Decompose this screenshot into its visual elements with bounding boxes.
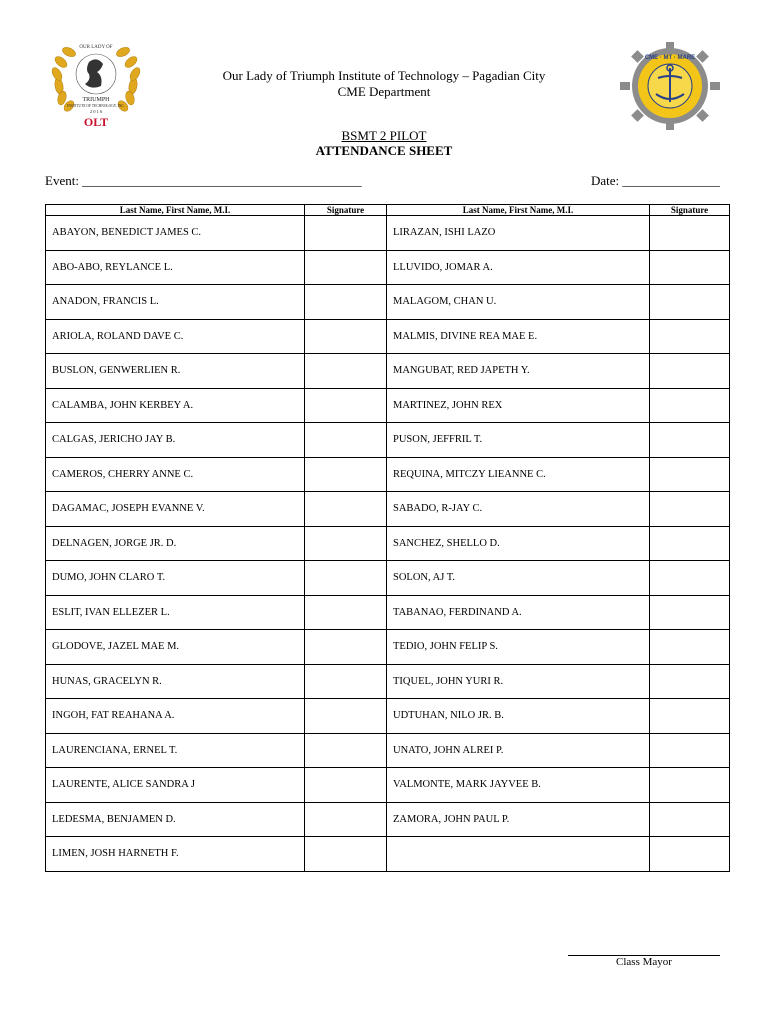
student-name-left: BUSLON, GENWERLIEN R. xyxy=(46,354,305,389)
column-header-name-left: Last Name, First Name, M.I. xyxy=(46,205,305,216)
student-name-left: INGOH, FAT REAHANA A. xyxy=(46,699,305,734)
department-name: CME Department xyxy=(337,84,431,99)
student-name-right: REQUINA, MITCZY LIEANNE C. xyxy=(387,457,650,492)
school-name: Our Lady of Triumph Institute of Technology – Pagadian City xyxy=(222,68,546,83)
table-row xyxy=(46,285,730,320)
olt-logo-top-text: OUR LADY OF xyxy=(79,45,113,50)
table-row xyxy=(46,595,730,630)
signature-cell-left[interactable] xyxy=(305,250,387,285)
student-name-right: TEDIO, JOHN FELIP S. xyxy=(387,630,650,665)
student-name-left: DELNAGEN, JORGE JR. D. xyxy=(46,526,305,561)
student-name-right: LIRAZAN, ISHI LAZO xyxy=(387,216,650,251)
student-name-right: PUSON, JEFFRIL T. xyxy=(387,423,650,458)
student-name-right: MALMIS, DIVINE REA MAE E. xyxy=(387,319,650,354)
student-name-right: SABADO, R-JAY C. xyxy=(387,492,650,527)
signature-cell-right[interactable] xyxy=(650,423,730,458)
student-name-right: SANCHEZ, SHELLO D. xyxy=(387,526,650,561)
student-name-left: ABO-ABO, REYLANCE L. xyxy=(46,250,305,285)
table-row xyxy=(46,250,730,285)
signature-cell-left[interactable] xyxy=(305,285,387,320)
event-field[interactable]: Event: ___________________________________________ xyxy=(45,173,362,188)
date-field[interactable]: Date: _______________ xyxy=(591,173,720,188)
student-name-right xyxy=(387,837,650,872)
signature-cell-left[interactable] xyxy=(305,457,387,492)
signature-cell-right[interactable] xyxy=(650,388,730,423)
signature-cell-left[interactable] xyxy=(305,733,387,768)
signature-cell-left[interactable] xyxy=(305,595,387,630)
signature-cell-right[interactable] xyxy=(650,492,730,527)
signature-cell-left[interactable] xyxy=(305,526,387,561)
student-name-left: DUMO, JOHN CLARO T. xyxy=(46,561,305,596)
student-name-left: LAURENTE, ALICE SANDRA J xyxy=(46,768,305,803)
student-name-right: VALMONTE, MARK JAYVEE B. xyxy=(387,768,650,803)
signature-cell-right[interactable] xyxy=(650,285,730,320)
student-name-left: CAMEROS, CHERRY ANNE C. xyxy=(46,457,305,492)
table-row xyxy=(46,492,730,527)
table-row xyxy=(46,699,730,734)
column-header-signature-left: Signature xyxy=(305,205,387,216)
signature-cell-left[interactable] xyxy=(305,664,387,699)
signature-cell-left[interactable] xyxy=(305,388,387,423)
signature-cell-left[interactable] xyxy=(305,699,387,734)
signature-cell-right[interactable] xyxy=(650,457,730,492)
signature-cell-right[interactable] xyxy=(650,319,730,354)
signature-cell-right[interactable] xyxy=(650,630,730,665)
student-name-left: DAGAMAC, JOSEPH EVANNE V. xyxy=(46,492,305,527)
table-header-row xyxy=(46,205,730,216)
signature-cell-left[interactable] xyxy=(305,492,387,527)
attendance-table-body xyxy=(46,216,730,872)
sheet-title: ATTENDANCE SHEET xyxy=(315,143,453,158)
table-row xyxy=(46,561,730,596)
signature-cell-left[interactable] xyxy=(305,561,387,596)
student-name-left: LAURENCIANA, ERNEL T. xyxy=(46,733,305,768)
student-name-left: GLODOVE, JAZEL MAE M. xyxy=(46,630,305,665)
signature-cell-left[interactable] xyxy=(305,216,387,251)
table-row xyxy=(46,802,730,837)
signature-cell-right[interactable] xyxy=(650,699,730,734)
signature-cell-right[interactable] xyxy=(650,837,730,872)
cme-logo-ring-text: CME · MT · MARE xyxy=(644,55,696,61)
signature-cell-right[interactable] xyxy=(650,733,730,768)
student-name-right: TIQUEL, JOHN YURI R. xyxy=(387,664,650,699)
signature-cell-right[interactable] xyxy=(650,802,730,837)
column-header-name-right: Last Name, First Name, M.I. xyxy=(387,205,650,216)
class-mayor-label: Class Mayor xyxy=(616,956,672,968)
signature-cell-right[interactable] xyxy=(650,664,730,699)
table-row xyxy=(46,837,730,872)
signature-cell-right[interactable] xyxy=(650,354,730,389)
signature-cell-right[interactable] xyxy=(650,561,730,596)
olt-logo-abbr: OLT xyxy=(83,115,109,129)
student-name-left: ARIOLA, ROLAND DAVE C. xyxy=(46,319,305,354)
student-name-left: ABAYON, BENEDICT JAMES C. xyxy=(46,216,305,251)
student-name-right: TABANAO, FERDINAND A. xyxy=(387,595,650,630)
student-name-right: ZAMORA, JOHN PAUL P. xyxy=(387,802,650,837)
student-name-right: MANGUBAT, RED JAPETH Y. xyxy=(387,354,650,389)
table-row xyxy=(46,630,730,665)
student-name-right: SOLON, AJ T. xyxy=(387,561,650,596)
table-row xyxy=(46,457,730,492)
table-row xyxy=(46,733,730,768)
table-row xyxy=(46,388,730,423)
attendance-table xyxy=(45,204,730,872)
student-name-left: CALAMBA, JOHN KERBEY A. xyxy=(46,388,305,423)
signature-cell-left[interactable] xyxy=(305,802,387,837)
signature-cell-left[interactable] xyxy=(305,319,387,354)
table-row xyxy=(46,423,730,458)
signature-cell-right[interactable] xyxy=(650,595,730,630)
signature-cell-left[interactable] xyxy=(305,630,387,665)
table-row xyxy=(46,526,730,561)
student-name-left: ESLIT, IVAN ELLEZER L. xyxy=(46,595,305,630)
signature-cell-right[interactable] xyxy=(650,768,730,803)
student-name-right: UNATO, JOHN ALREI P. xyxy=(387,733,650,768)
signature-cell-left[interactable] xyxy=(305,837,387,872)
signature-cell-right[interactable] xyxy=(650,526,730,561)
column-header-signature-right: Signature xyxy=(650,205,730,216)
table-row xyxy=(46,319,730,354)
student-name-right: MARTINEZ, JOHN REX xyxy=(387,388,650,423)
student-name-left: ANADON, FRANCIS L. xyxy=(46,285,305,320)
student-name-left: CALGAS, JERICHO JAY B. xyxy=(46,423,305,458)
student-name-right: LLUVIDO, JOMAR A. xyxy=(387,250,650,285)
signature-cell-left[interactable] xyxy=(305,354,387,389)
student-name-left: HUNAS, GRACELYN R. xyxy=(46,664,305,699)
olt-logo-year: 2 0 1 6 xyxy=(89,109,103,114)
student-name-left: LIMEN, JOSH HARNETH F. xyxy=(46,837,305,872)
table-row xyxy=(46,216,730,251)
signature-cell-left[interactable] xyxy=(305,768,387,803)
signature-cell-right[interactable] xyxy=(650,216,730,251)
student-name-left: LEDESMA, BENJAMEN D. xyxy=(46,802,305,837)
olt-logo-name: TRIUMPH xyxy=(82,97,110,103)
table-row xyxy=(46,664,730,699)
table-row xyxy=(46,354,730,389)
student-name-right: UDTUHAN, NILO JR. B. xyxy=(387,699,650,734)
signature-cell-right[interactable] xyxy=(650,250,730,285)
signature-cell-left[interactable] xyxy=(305,423,387,458)
table-row xyxy=(46,768,730,803)
student-name-right: MALAGOM, CHAN U. xyxy=(387,285,650,320)
olt-logo-subtext: INSTITUTE OF TECHNOLOGY, INC. xyxy=(67,104,125,108)
class-title: BSMT 2 PILOT xyxy=(341,128,427,143)
